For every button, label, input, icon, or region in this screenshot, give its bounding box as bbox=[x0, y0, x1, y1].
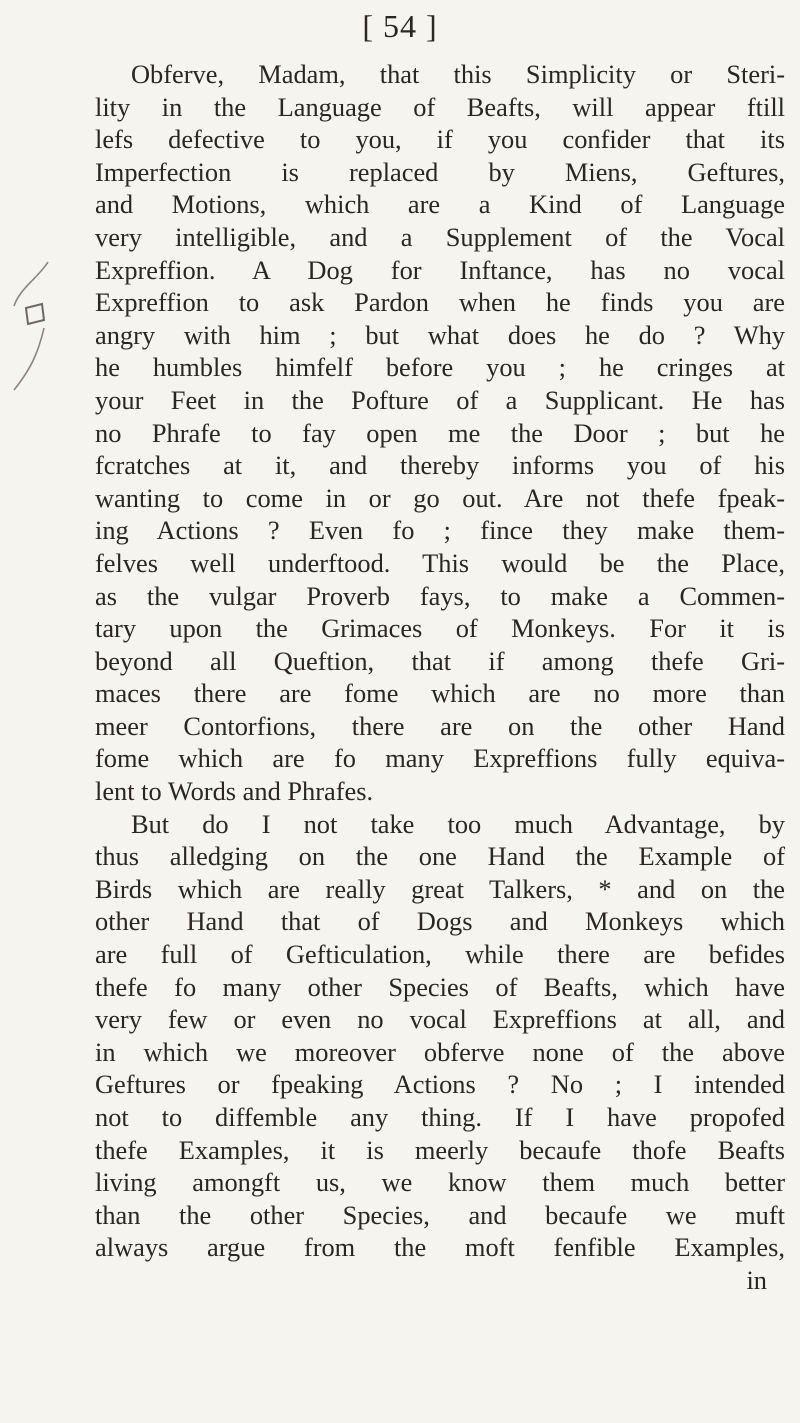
margin-binding-mark bbox=[8, 258, 56, 398]
text-line: beyond all Queftion, that if among thefe Gri- bbox=[95, 645, 785, 676]
text-line: But do I not take too much Advantage, by bbox=[131, 808, 785, 839]
text-line: angry with him ; but what does he do ? Why bbox=[95, 319, 785, 350]
text-line: living amongft us, we know them much better bbox=[95, 1167, 785, 1198]
text-line: fome which are fo many Expreffions fully equiva- bbox=[95, 743, 785, 774]
text-line: are full of Gefticulation, while there are befides bbox=[95, 939, 785, 970]
text-line: maces there are fome which are no more than bbox=[95, 678, 785, 709]
text-line: felves well underftood. This would be the Place, bbox=[95, 547, 785, 578]
text-line: thus alledging on the one Hand the Example of bbox=[95, 841, 785, 872]
text-line: Expreffion. A Dog for Inftance, has no vocal bbox=[95, 254, 785, 285]
text-line: Birds which are really great Talkers, * and on the bbox=[95, 873, 785, 904]
text-line: lity in the Language of Beafts, will appear ftill bbox=[95, 91, 785, 122]
text-line: Geftures or fpeaking Actions ? No ; I intended bbox=[95, 1069, 785, 1100]
text-line: Imperfection is replaced by Miens, Geftures, bbox=[95, 156, 785, 187]
text-line: thefe Examples, it is meerly becaufe thofe Beafts bbox=[95, 1134, 785, 1165]
page-number: [ 54 ] bbox=[362, 8, 438, 44]
text-line: as the vulgar Proverb fays, to make a Commen- bbox=[95, 580, 785, 611]
text-line: and Motions, which are a Kind of Language bbox=[95, 189, 785, 220]
text-line: lefs defective to you, if you confider that its bbox=[95, 124, 785, 155]
text-line: ing Actions ? Even fo ; fince they make them- bbox=[95, 515, 785, 546]
text-line: not to diffemble any thing. If I have propofed bbox=[95, 1102, 785, 1132]
text-line: no Phrafe to fay open me the Door ; but he bbox=[95, 417, 785, 448]
text-line: fcratches at it, and thereby informs you of his bbox=[95, 450, 785, 481]
text-line: lent to Words and Phrafes. bbox=[95, 776, 374, 807]
text-line: your Feet in the Pofture of a Supplicant. He has bbox=[95, 384, 785, 415]
text-line: other Hand that of Dogs and Monkeys which bbox=[95, 906, 785, 937]
catchword: in bbox=[746, 1264, 767, 1295]
text-line: than the other Species, and becaufe we muft bbox=[95, 1199, 785, 1230]
text-line: always argue from the moft fenfible Examples, bbox=[95, 1232, 785, 1263]
text-line: very intelligible, and a Supplement of the Vocal bbox=[95, 221, 785, 252]
text-line: Expreffion to ask Pardon when he finds you are bbox=[95, 287, 785, 318]
text-line: in which we moreover obferve none of the above bbox=[95, 1036, 785, 1067]
text-line: wanting to come in or go out. Are not thefe fpeak- bbox=[95, 482, 785, 513]
text-line: tary upon the Grimaces of Monkeys. For it is bbox=[95, 613, 785, 644]
text-line: thefe fo many other Species of Beafts, which have bbox=[95, 971, 785, 1002]
text-line: very few or even no vocal Expreffions at all, and bbox=[95, 1004, 785, 1035]
text-line: Obferve, Madam, that this Simplicity or Steri- bbox=[131, 59, 785, 89]
text-line: meer Contorfions, there are on the other Hand bbox=[95, 710, 785, 741]
text-line: he humbles himfelf before you ; he cringes at bbox=[95, 352, 785, 383]
body-text bbox=[95, 58, 785, 1297]
